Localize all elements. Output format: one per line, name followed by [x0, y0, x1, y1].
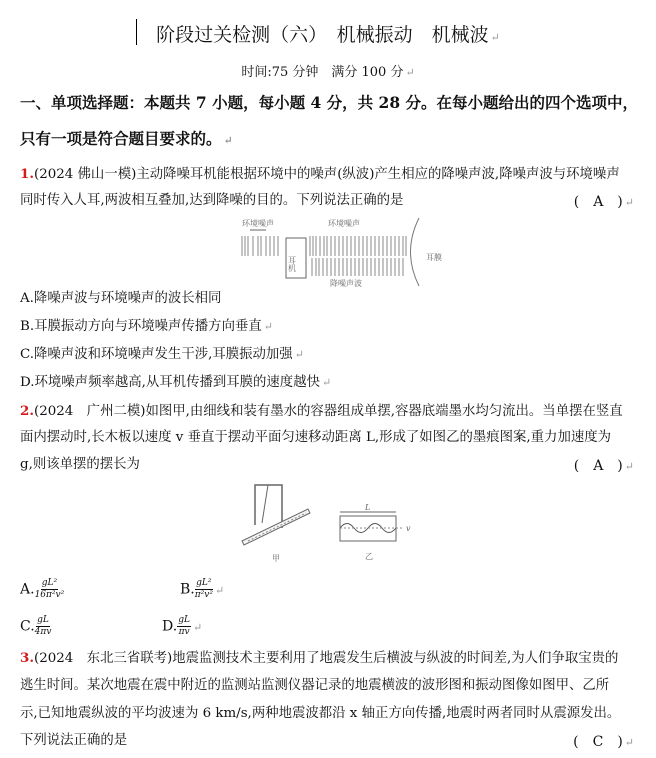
- q1-option-c: [20, 345, 304, 365]
- numerator: gL²: [41, 578, 58, 588]
- return-mark: ↵: [214, 583, 225, 597]
- section-heading-2: [20, 129, 233, 151]
- pendulum-diagram: [238, 483, 418, 563]
- title-text: 阶段过关检测（六） 机械振动 机械波: [156, 24, 489, 46]
- denominator: 4πv: [34, 627, 52, 637]
- return-mark: ↵: [624, 736, 634, 749]
- q1-text: (2024 佛山一模)主动降噪耳机能根据环境中的噪声(纵波)产生相应的降噪声波,降噪声波与环境噪声: [33, 167, 620, 182]
- fraction: [35, 615, 52, 638]
- q1-option-a: A.降噪声波与环境噪声的波长相同: [20, 291, 222, 306]
- label-jia: 甲: [272, 554, 280, 563]
- q3-text: (2024 东北三省联考)地震监测技术主要利用了地震发生后横波与纵波的时间差,为人们争取宝贵的: [33, 651, 619, 666]
- answer-text: ( A ): [573, 194, 623, 210]
- page-title: [0, 20, 656, 47]
- q2-option-d: [162, 615, 202, 638]
- return-mark: ↵: [263, 320, 273, 333]
- fraction: [195, 578, 213, 601]
- return-mark: ↵: [321, 376, 332, 389]
- option-text: C.降噪声波和环境噪声发生干涉,耳膜振动加强: [20, 347, 293, 362]
- q3-line4: 下列说法正确的是: [20, 733, 128, 748]
- q1-line1: [20, 164, 620, 185]
- label-L: L: [365, 503, 371, 512]
- q2-line3: g,则该单摆的摆长为: [20, 457, 140, 472]
- board: [242, 509, 310, 545]
- q2-line2: 面内摆动时,长木板以速度 v 垂直于摆动平面匀速移动距离 L,形成了如图乙的墨痕图案,重力加速度为: [20, 430, 612, 445]
- section-heading-1: 一、单项选择题：本题共 7 小题，每小题 4 分，共 28 分。在每小题给出的四个选项中，: [20, 93, 639, 112]
- fraction: [177, 615, 191, 638]
- page-subtitle: [0, 61, 656, 80]
- q3-line3: 示,已知地震纵波的平均波速为 6 km/s,两种地震波都沿 x 轴正方向传播,地震时两者同时从震源发出。: [20, 706, 621, 721]
- subtitle-text: 时间:75 分钟 满分 100 分: [241, 65, 404, 80]
- question-number: 1.: [20, 166, 34, 182]
- q1-answer: [574, 191, 634, 211]
- env-noise-label-2: 环境噪声: [328, 219, 360, 228]
- return-mark: ↵: [624, 196, 634, 209]
- env-noise-label: 环境噪声: [242, 219, 274, 228]
- q1-option-b: [20, 317, 273, 337]
- label-yi: 乙: [365, 552, 373, 561]
- return-mark: ↵: [294, 348, 304, 361]
- fraction: [35, 578, 65, 601]
- q3-answer: [573, 731, 634, 751]
- question-number: 3.: [20, 650, 34, 666]
- q2-option-b: [180, 578, 224, 601]
- return-mark: ↵: [192, 620, 203, 634]
- earphone-label: 耳机: [287, 256, 297, 272]
- numerator: gL: [178, 615, 190, 625]
- return-mark: ↵: [490, 31, 500, 44]
- frame: [255, 485, 282, 528]
- option-text: B.耳膜振动方向与环境噪声传播方向垂直: [20, 319, 262, 334]
- q1-option-d: [20, 373, 331, 393]
- return-mark: ↵: [223, 134, 233, 147]
- eardrum-label-svg: [424, 250, 454, 264]
- option-label: D.: [162, 618, 178, 635]
- numerator: gL: [37, 615, 49, 625]
- answer-text: ( C ): [573, 734, 623, 750]
- eardrum-curve: [411, 218, 420, 286]
- q2-line1: [20, 401, 623, 422]
- return-mark: ↵: [405, 66, 415, 79]
- denominator: πv: [178, 627, 190, 637]
- heading-text: 只有一项是符合题目要求的。: [20, 129, 222, 148]
- answer-text: ( A ): [573, 458, 623, 474]
- option-label: C.: [20, 618, 35, 635]
- earphone-diagram: [232, 216, 422, 288]
- string: [262, 485, 268, 523]
- q2-text: (2024 广州二模)如图甲,由细线和装有墨水的容器组成单摆,容器底端墨水均匀流出。当单摆在竖直: [33, 404, 623, 419]
- label-v: v: [406, 524, 411, 533]
- denominator: 16π²v²: [34, 590, 65, 600]
- option-text: D.环境噪声频率越高,从耳机传播到耳膜的速度越快: [20, 375, 320, 390]
- denominator: π²v²: [194, 590, 213, 600]
- q2-answer: [574, 455, 634, 475]
- q3-line2: 逃生时间。某次地震在震中附近的监测站监测仪器记录的地震横波的波形图和振动图像如图甲、乙所: [20, 678, 610, 693]
- eardrum-label: 耳膜: [426, 253, 442, 262]
- option-label: A.: [20, 581, 35, 598]
- noise-wave-left: [242, 236, 278, 256]
- q2-option-c: [20, 615, 51, 638]
- anti-noise-label: 降噪声波: [330, 279, 362, 288]
- numerator: gL²: [196, 578, 212, 588]
- q3-line1: [20, 648, 618, 669]
- option-label: B.: [180, 581, 195, 598]
- question-number: 2.: [20, 403, 34, 419]
- q1-line2: 同时传入人耳,两波相互叠加,达到降噪的目的。下列说法正确的是: [20, 193, 404, 208]
- q2-option-a: [20, 578, 64, 601]
- return-mark: ↵: [624, 460, 634, 473]
- noise-wave-right: [310, 236, 406, 276]
